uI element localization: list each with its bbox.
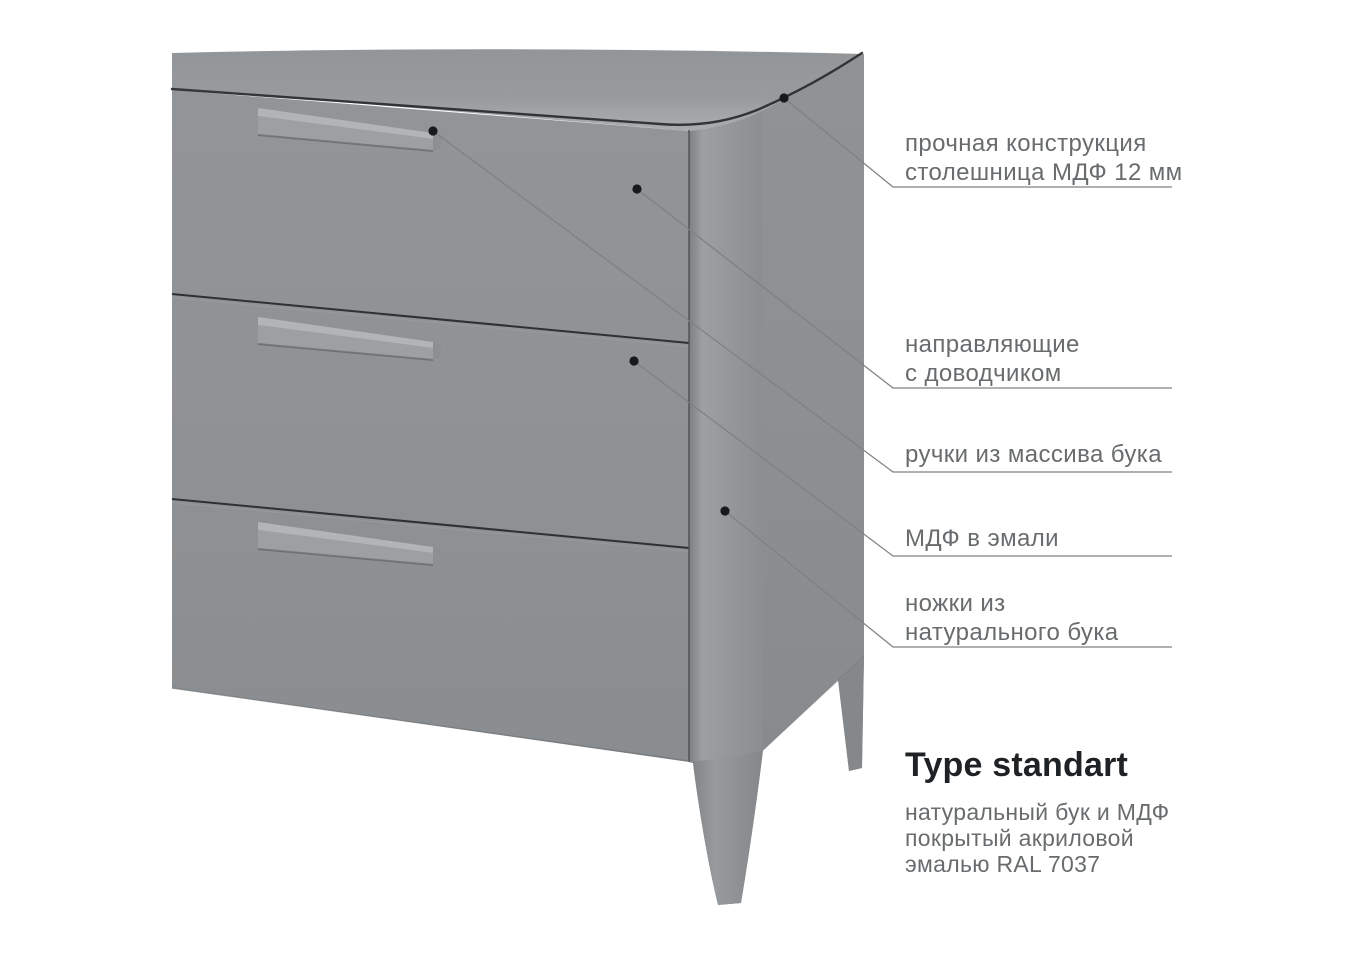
callout-label-handles <box>905 440 1205 469</box>
dresser-side-panel <box>762 54 864 750</box>
product-description-line: натуральный бук и МДФ <box>905 799 1170 825</box>
product-description <box>905 799 1225 877</box>
callout-dot-tabletop <box>779 93 788 102</box>
callout-dot-legs <box>720 506 729 515</box>
callout-label-mdf <box>905 524 1205 553</box>
callout-label-line: МДФ в эмали <box>905 525 1059 552</box>
callout-dot-slides <box>632 184 641 193</box>
callout-dot-handles <box>428 126 437 135</box>
dresser-front-leg <box>689 750 763 905</box>
callout-dot-mdf <box>629 356 638 365</box>
product-description-line: эмалью RAL 7037 <box>905 851 1101 877</box>
callout-label-tabletop <box>905 129 1205 187</box>
callout-label-line: ножки из <box>905 590 1006 617</box>
callout-label-line: прочная конструкция <box>905 130 1147 157</box>
product-description-line: покрытый акриловой <box>905 825 1134 851</box>
callout-label-legs <box>905 589 1205 647</box>
callout-label-line: столешница МДФ 12 мм <box>905 159 1183 186</box>
callout-label-line: направляющие <box>905 331 1080 358</box>
callout-label-line: натурального бука <box>905 619 1119 646</box>
callout-label-line: ручки из массива бука <box>905 441 1162 468</box>
callout-label-line: с доводчиком <box>905 360 1062 387</box>
product-type-title: Type standart <box>905 746 1129 784</box>
dresser-corner-post <box>689 111 763 762</box>
callout-label-slides <box>905 330 1205 388</box>
